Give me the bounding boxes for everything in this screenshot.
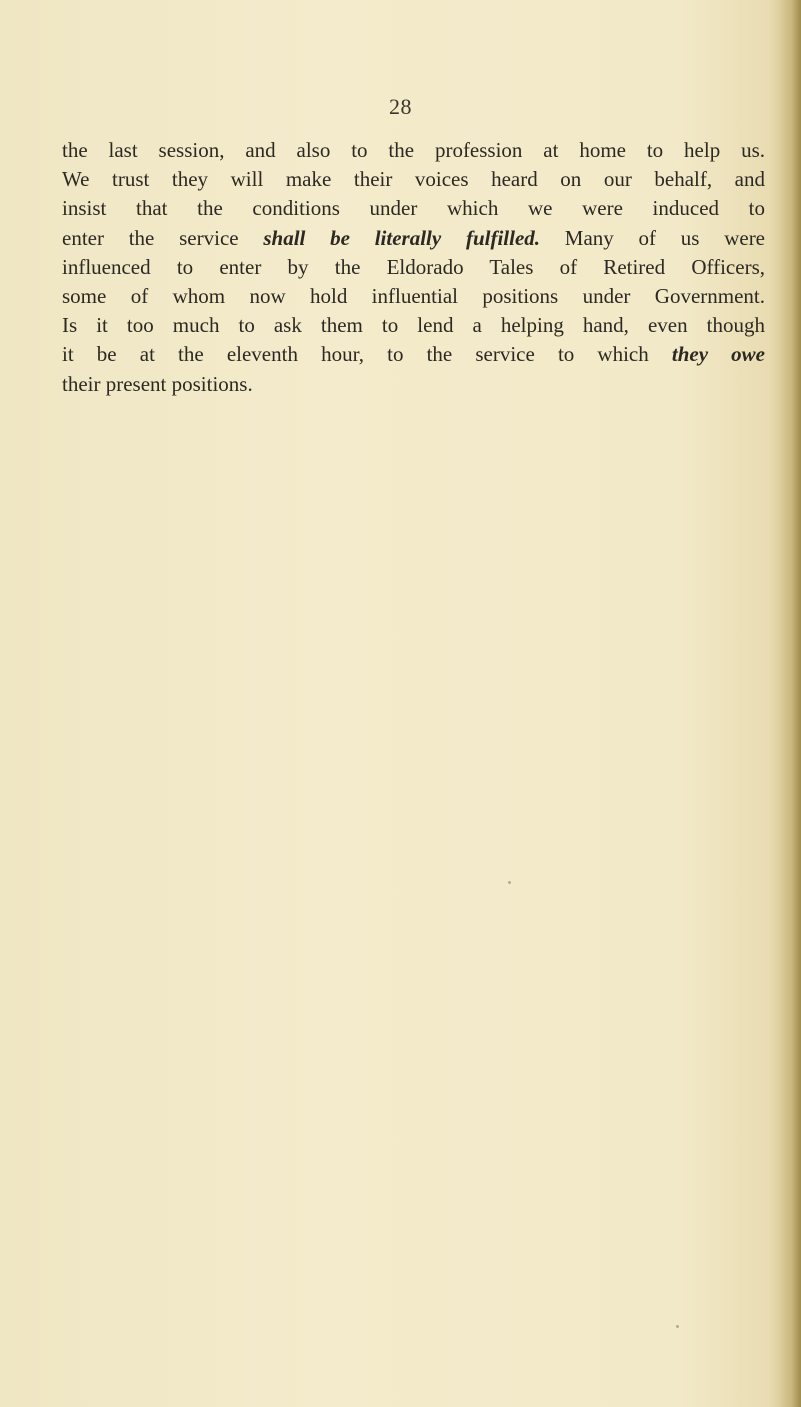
- text-line-8: [62, 340, 765, 369]
- text-line-5: [62, 253, 765, 282]
- text-segment: Is it too much to ask them to lend a helping hand, even though: [62, 313, 765, 338]
- text-line-3: [62, 194, 765, 223]
- text-line-1: [62, 136, 765, 165]
- text-segment: influenced to enter by the Eldorado Tales of Retired Officers,: [62, 254, 765, 279]
- paper-speck: [676, 1325, 679, 1328]
- text-segment: it be at the eleventh hour, to the service to which: [62, 342, 672, 367]
- text-line-7: [62, 311, 765, 340]
- text-segment: some of whom now hold influential positions under Government.: [62, 283, 765, 308]
- text-line-6: [62, 282, 765, 311]
- page-number: 28: [389, 94, 412, 119]
- text-segment: the last session, and also to the profession at home to help us.: [62, 138, 765, 162]
- text-segment: insist that the conditions under which we were induced to: [62, 196, 765, 221]
- emphasis-text: they owe: [671, 342, 765, 367]
- text-segment: We trust they will make their voices heard on our behalf, and: [62, 167, 765, 192]
- text-segment: Many of us were: [540, 225, 766, 250]
- paper-speck: [508, 881, 511, 884]
- text-segment: their present positions.: [62, 371, 253, 396]
- text-line-4: [62, 224, 765, 253]
- page-edge-shadow: [779, 0, 801, 1407]
- text-line-9: [62, 370, 765, 399]
- body-paragraph: [62, 136, 765, 399]
- emphasis-text: shall be literally fulfilled.: [263, 225, 541, 250]
- text-segment: enter the service: [62, 225, 264, 250]
- text-line-2: [62, 165, 765, 194]
